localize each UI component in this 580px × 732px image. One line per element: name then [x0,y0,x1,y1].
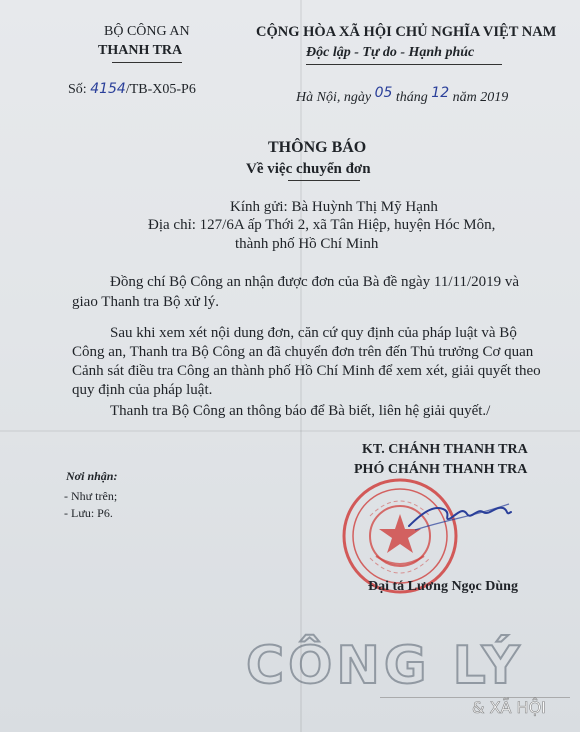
recipients-item: - Như trên; [64,489,118,503]
paragraph-2-line-3: Cảnh sát điều tra Công an thành phố Hồ Chí Minh để xem xét, giải quyết theo [72,363,541,379]
document-number-prefix: Số: [68,82,87,97]
address-line: Địa chỉ: 127/6A ấp Thới 2, xã Tân Hiệp, huyện Hóc Môn, [148,217,496,233]
watermark-logo: CÔNG LÝ [246,636,524,696]
fold-crease-horizontal [0,430,580,432]
place-label: Hà Nội, ngày [296,90,372,105]
national-motto: Độc lập - Tự do - Hạnh phúc [306,45,475,60]
signer-name: Đại tá Lương Ngọc Dùng [368,579,518,594]
date-month-handwritten: 12 [431,85,450,101]
paragraph-1-line-2: giao Thanh tra Bộ xử lý. [72,294,219,310]
signature-title-2: PHÓ CHÁNH THANH TRA [354,462,528,477]
recipient-line: Kính gửi: Bà Huỳnh Thị Mỹ Hạnh [230,199,438,215]
place-date [296,85,509,105]
watermark-subtitle: & XÃ HỘI [472,698,546,717]
paragraph-3: Thanh tra Bộ Công an thông báo để Bà biết, liên hệ giải quyết./ [110,403,491,419]
signature-title-1: KT. CHÁNH THANH TRA [362,442,528,457]
document-title: THÔNG BÁO [268,139,367,156]
paragraph-1-line-1: Đồng chí Bộ Công an nhận được đơn của Bà đề ngày 11/11/2019 và [110,274,520,290]
ministry-name: BỘ CÔNG AN [104,24,190,39]
paragraph-2-line-4: quy định của pháp luật. [72,382,213,398]
document-number [68,82,196,97]
department-name: THANH TRA [98,43,183,58]
paragraph-2-line-1: Sau khi xem xét nội dung đơn, căn cứ quy định của pháp luật và Bộ [110,325,517,341]
year-label: năm 2019 [452,90,509,105]
date-day-handwritten: 05 [374,85,393,101]
country-heading: CỘNG HÒA XÃ HỘI CHỦ NGHĨA VIỆT NAM [256,24,557,40]
recipients-item: - Lưu: P6. [64,506,113,520]
subject-underline [288,180,360,181]
month-label: tháng [395,90,428,105]
recipients-heading: Nơi nhận: [66,469,118,483]
motto-underline [306,64,502,65]
address-city: thành phố Hồ Chí Minh [235,236,379,252]
paragraph-2-line-2: Công an, Thanh tra Bộ Công an đã chuyển đơn trên đến Thủ trưởng Cơ quan [72,344,534,360]
document-number-code: /TB-X05-P6 [125,82,196,97]
document-subject: Về việc chuyển đơn [246,161,371,177]
document-number-handwritten: 4154 [90,81,126,97]
department-underline [112,62,182,63]
handwritten-signature-icon [405,490,515,535]
